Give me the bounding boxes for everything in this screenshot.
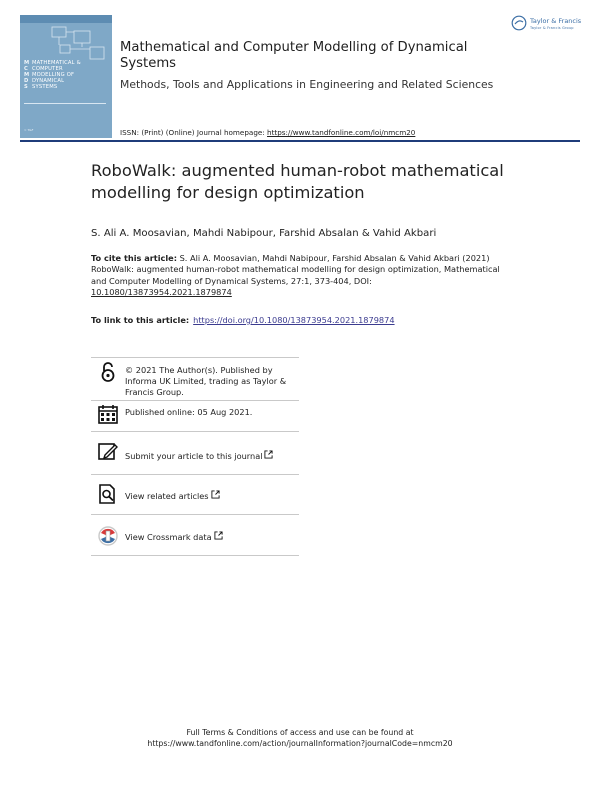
open-access-icon bbox=[97, 361, 119, 383]
divider bbox=[91, 400, 299, 401]
citation-label: To cite this article: bbox=[91, 253, 177, 263]
citation-doi-link[interactable]: 10.1080/13873954.2021.1879874 bbox=[91, 287, 232, 298]
crossmark-link[interactable] bbox=[125, 531, 223, 543]
related-articles-label: View related articles bbox=[125, 491, 209, 501]
citation-block bbox=[91, 253, 511, 299]
external-link-icon bbox=[264, 450, 273, 459]
citation-text: S. Ali A. Moosavian, Mahdi Nabipour, Farshid Absalan & Vahid Akbari (2021) RoboWalk: augmented human-robot mathematical modelling for design optimization, Mathematical and Computer Modelling of Dynamical Systems, 27:1, 373-404, DOI: bbox=[91, 253, 500, 286]
article-authors: S. Ali A. Moosavian, Mahdi Nabipour, Farshid Absalan & Vahid Akbari bbox=[91, 228, 437, 239]
footer-terms-text: Full Terms & Conditions of access and use can be found at bbox=[186, 728, 414, 737]
publisher-logo-sub: Taylor & Francis Group bbox=[530, 26, 574, 30]
submit-article-icon bbox=[97, 441, 119, 463]
publisher-logo-name: Taylor & Francis bbox=[530, 17, 582, 25]
submit-article-label: Submit your article to this journal bbox=[125, 451, 263, 461]
article-doi-url[interactable]: https://doi.org/10.1080/13873954.2021.1879874 bbox=[193, 315, 395, 325]
divider bbox=[91, 514, 299, 515]
submit-article-link[interactable] bbox=[125, 450, 273, 462]
issn-line bbox=[120, 128, 415, 137]
cover-initials: M C M D S bbox=[24, 60, 30, 90]
taylor-francis-logo-icon bbox=[511, 15, 527, 31]
cover-publisher: ≈ T&F bbox=[24, 128, 34, 132]
crossmark-label: View Crossmark data bbox=[125, 532, 212, 542]
journal-title: Mathematical and Computer Modelling of Dynamical Systems bbox=[120, 40, 468, 71]
footer bbox=[0, 727, 600, 749]
footer-terms-link[interactable]: https://www.tandfonline.com/action/journalInformation?journalCode=nmcm20 bbox=[147, 739, 453, 748]
cover-band bbox=[20, 15, 112, 23]
cover-divider bbox=[24, 103, 106, 104]
article-title: RoboWalk: augmented human-robot mathematical modelling for design optimization bbox=[91, 161, 504, 202]
external-link-icon bbox=[211, 490, 220, 499]
external-link-icon bbox=[214, 531, 223, 540]
published-date: Published online: 05 Aug 2021. bbox=[125, 407, 253, 417]
related-articles-icon bbox=[97, 483, 119, 505]
journal-cover-image bbox=[20, 15, 112, 138]
related-articles-link[interactable] bbox=[125, 490, 220, 502]
issn-text: ISSN: (Print) (Online) Journal homepage: bbox=[120, 128, 268, 137]
article-link-line bbox=[91, 315, 395, 325]
journal-subtitle: Methods, Tools and Applications in Engineering and Related Sciences bbox=[120, 78, 494, 91]
journal-homepage-link[interactable]: https://www.tandfonline.com/loi/nmcm20 bbox=[267, 128, 416, 137]
calendar-icon bbox=[97, 403, 119, 425]
open-access-text: © 2021 The Author(s). Published by Informa UK Limited, trading as Taylor & Francis Group. bbox=[125, 365, 287, 397]
divider bbox=[91, 431, 299, 432]
divider bbox=[91, 474, 299, 475]
divider bbox=[91, 357, 299, 358]
cover-title: MATHEMATICAL & COMPUTER MODELLING OF DYNAMICAL SYSTEMS bbox=[32, 60, 81, 90]
crossmark-icon bbox=[97, 525, 119, 547]
article-link-label: To link to this article: bbox=[91, 315, 190, 325]
divider bbox=[91, 555, 299, 556]
header-rule bbox=[20, 140, 580, 142]
